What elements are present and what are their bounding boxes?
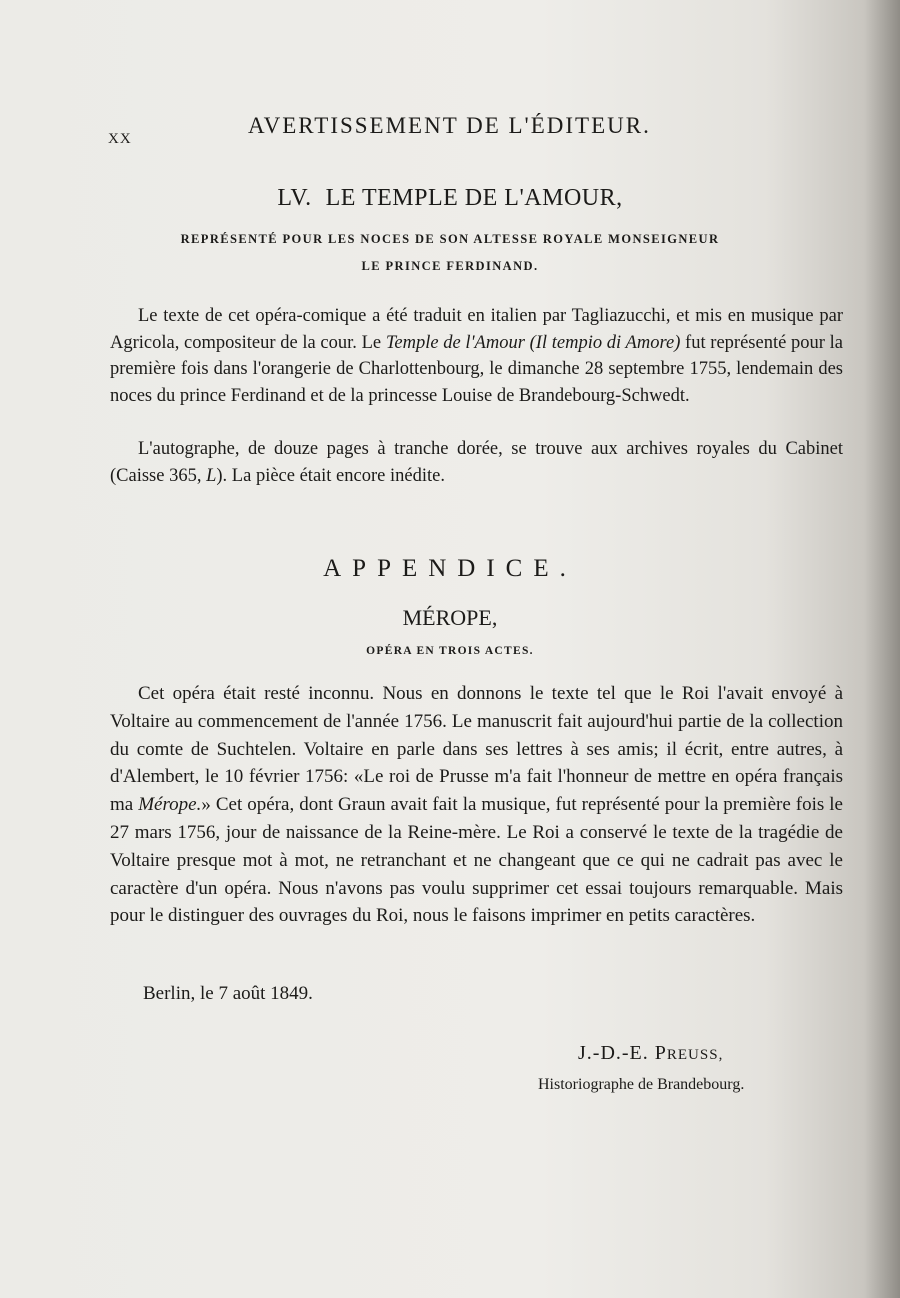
section-subtitle-line2: LE PRINCE FERDINAND. (361, 259, 539, 273)
signature-title: Historiographe de Brandebourg. (538, 1076, 745, 1093)
paragraph-merope (110, 680, 843, 930)
page-number: XX (108, 131, 132, 147)
appendix-title: MÉROPE, (402, 605, 498, 630)
text-run: fut représenté pour la première fois dans l'orangerie de Charlottenbourg, le dimanche 28 septembre 1755, lendemain des noces du prince Ferdinand et de la princesse Louise de Brandebourg-Schwedt. (110, 332, 843, 407)
date-line: Berlin, le 7 août 1849. (143, 983, 313, 1004)
section-title-text: LE TEMPLE DE L'AMOUR, (325, 185, 623, 211)
italic-title: Mérope. (138, 794, 202, 816)
section-title (0, 185, 900, 212)
text-run: » Cet opéra, dont Graun avait fait la musique, fut représenté pour la première fois le 27 mars 1756, jour de naissance de la Reine-mère. Le Roi a conservé le texte de la tragédie de Voltaire presque mot à mot, ne retranchant et ne changeant que ce qui ne cadrait pas avec le caractère d'un opéra. Nous n'avons pas voulu supprimer cet essai toujours remarquable. Mais pour le distinguer des ouvrages du Roi, nous le faisons imprimer en petits caractères. (110, 794, 843, 927)
signature-name (578, 1042, 723, 1065)
signature-initials: J.-D.-E. P (578, 1042, 667, 1064)
appendix-heading: APPENDICE. (323, 555, 577, 582)
text-run: Le texte de cet opéra-comique a été traduit en italien par Tagliazucchi, et mis en musique par Agricola, compositeur de la cour. Le (110, 306, 843, 353)
text-run: Cet opéra était resté inconnu. Nous en donnons le texte tel que le Roi l'avait envoyé à Voltaire au commencement de l'année 1756. Le manuscrit fait aujourd'hui partie de la collection du comte de Suchtelen. Voltaire en parle dans ses lettres à ses amis; il écrit, entre autres, à d'Alembert, le 10 février 1756: «Le roi de Prusse m'a fait l'honneur de mettre en opéra français ma (110, 683, 843, 816)
paragraph-temple-description (110, 303, 843, 410)
section-number: LV. (277, 185, 312, 211)
italic-letter: L (206, 465, 217, 486)
text-run: ). La pièce était encore inédite. (216, 465, 445, 486)
italic-title: Temple de l'Amour (Il tempio di Amore) (385, 332, 681, 353)
text-run: L'autographe, de douze pages à tranche dorée, se trouve aux archives royales du Cabinet (Caisse 365, (110, 439, 843, 486)
signature-surname: REUSS, (666, 1047, 724, 1063)
appendix-subtitle: OPÉRA EN TROIS ACTES. (366, 645, 534, 657)
running-header-title: AVERTISSEMENT DE L'ÉDITEUR. (248, 113, 651, 138)
section-subtitle-line1: REPRÉSENTÉ POUR LES NOCES DE SON ALTESSE ROYALE MONSEIGNEUR (180, 232, 720, 246)
paragraph-autograph (110, 436, 843, 489)
